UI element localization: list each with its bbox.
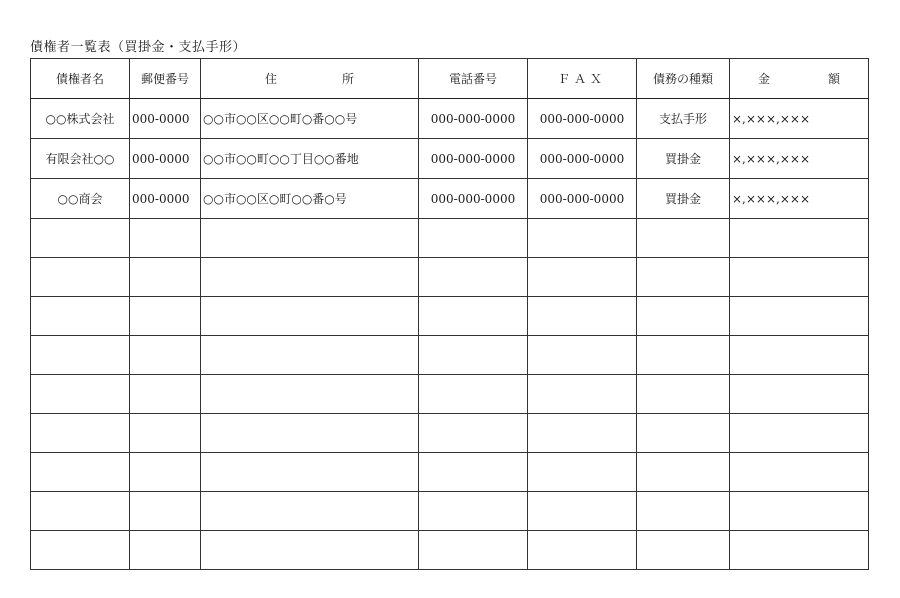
cell-phone: 000-000-0000 bbox=[419, 139, 528, 179]
empty-cell bbox=[419, 297, 528, 336]
cell-address: ○○市○○町○○丁目○○番地 bbox=[201, 139, 419, 179]
empty-cell bbox=[528, 336, 637, 375]
empty-cell bbox=[31, 492, 130, 531]
empty-cell bbox=[130, 219, 201, 258]
empty-cell bbox=[201, 297, 419, 336]
empty-cell bbox=[31, 414, 130, 453]
cell-fax: 000-000-0000 bbox=[528, 99, 637, 139]
header-debt-type: 債務の種類 bbox=[637, 59, 730, 99]
empty-cell bbox=[130, 414, 201, 453]
cell-address: ○○市○○区○町○○番○号 bbox=[201, 179, 419, 219]
empty-cell bbox=[130, 531, 201, 570]
empty-cell bbox=[201, 453, 419, 492]
empty-table-row bbox=[31, 258, 869, 297]
empty-cell bbox=[419, 414, 528, 453]
empty-cell bbox=[201, 219, 419, 258]
empty-cell bbox=[528, 258, 637, 297]
empty-cell bbox=[31, 336, 130, 375]
cell-phone: 000-000-0000 bbox=[419, 179, 528, 219]
cell-fax: 000-000-0000 bbox=[528, 179, 637, 219]
empty-cell bbox=[31, 531, 130, 570]
empty-cell bbox=[419, 219, 528, 258]
table-row bbox=[31, 179, 869, 219]
empty-cell bbox=[730, 336, 869, 375]
table-header-row bbox=[31, 59, 869, 99]
empty-table-row bbox=[31, 336, 869, 375]
empty-cell bbox=[201, 531, 419, 570]
cell-postal-code: 000-0000 bbox=[130, 99, 201, 139]
empty-cell bbox=[730, 375, 869, 414]
empty-cell bbox=[201, 414, 419, 453]
empty-cell bbox=[528, 297, 637, 336]
empty-cell bbox=[730, 297, 869, 336]
empty-cell bbox=[201, 375, 419, 414]
empty-cell bbox=[637, 531, 730, 570]
empty-cell bbox=[31, 297, 130, 336]
empty-cell bbox=[130, 336, 201, 375]
table-row bbox=[31, 99, 869, 139]
header-address-left: 住 bbox=[265, 72, 278, 86]
cell-creditor-name: 有限会社○○ bbox=[31, 139, 130, 179]
empty-table-row bbox=[31, 219, 869, 258]
cell-amount: ×,×××,××× bbox=[730, 139, 869, 179]
empty-cell bbox=[130, 375, 201, 414]
empty-cell bbox=[730, 531, 869, 570]
cell-postal-code: 000-0000 bbox=[130, 179, 201, 219]
empty-table-row bbox=[31, 375, 869, 414]
empty-cell bbox=[637, 414, 730, 453]
empty-cell bbox=[31, 258, 130, 297]
empty-cell bbox=[637, 219, 730, 258]
header-amount-right: 額 bbox=[827, 72, 840, 86]
empty-cell bbox=[130, 453, 201, 492]
table-body bbox=[31, 99, 869, 570]
empty-table-row bbox=[31, 297, 869, 336]
cell-debt-type: 買掛金 bbox=[637, 179, 730, 219]
empty-cell bbox=[201, 492, 419, 531]
empty-cell bbox=[528, 492, 637, 531]
page-title: 債権者一覧表（買掛金・支払手形） bbox=[30, 40, 247, 55]
empty-cell bbox=[637, 492, 730, 531]
empty-cell bbox=[730, 453, 869, 492]
empty-cell bbox=[637, 258, 730, 297]
cell-amount: ×,×××,××× bbox=[730, 99, 869, 139]
empty-cell bbox=[730, 414, 869, 453]
empty-cell bbox=[130, 258, 201, 297]
header-amount-left: 金 bbox=[758, 72, 771, 86]
empty-cell bbox=[130, 492, 201, 531]
empty-cell bbox=[528, 453, 637, 492]
empty-cell bbox=[419, 258, 528, 297]
creditor-table bbox=[30, 58, 869, 570]
header-postal-code: 郵便番号 bbox=[130, 59, 201, 99]
empty-cell bbox=[637, 453, 730, 492]
empty-cell bbox=[528, 531, 637, 570]
empty-cell bbox=[31, 375, 130, 414]
cell-creditor-name: ○○商会 bbox=[31, 179, 130, 219]
empty-table-row bbox=[31, 453, 869, 492]
empty-table-row bbox=[31, 414, 869, 453]
cell-address: ○○市○○区○○町○番○○号 bbox=[201, 99, 419, 139]
empty-cell bbox=[637, 297, 730, 336]
empty-cell bbox=[637, 336, 730, 375]
empty-cell bbox=[419, 531, 528, 570]
header-amount bbox=[730, 59, 869, 99]
empty-cell bbox=[201, 258, 419, 297]
empty-cell bbox=[637, 375, 730, 414]
empty-cell bbox=[730, 258, 869, 297]
empty-cell bbox=[730, 219, 869, 258]
table-row bbox=[31, 139, 869, 179]
empty-table-row bbox=[31, 492, 869, 531]
header-creditor-name: 債権者名 bbox=[31, 59, 130, 99]
cell-creditor-name: ○○株式会社 bbox=[31, 99, 130, 139]
empty-cell bbox=[419, 336, 528, 375]
empty-cell bbox=[419, 375, 528, 414]
empty-table-row bbox=[31, 531, 869, 570]
cell-phone: 000-000-0000 bbox=[419, 99, 528, 139]
cell-amount: ×,×××,××× bbox=[730, 179, 869, 219]
header-fax: ＦＡＸ bbox=[528, 59, 637, 99]
empty-cell bbox=[31, 453, 130, 492]
empty-cell bbox=[730, 492, 869, 531]
header-address bbox=[201, 59, 419, 99]
empty-cell bbox=[419, 492, 528, 531]
empty-cell bbox=[31, 219, 130, 258]
cell-debt-type: 買掛金 bbox=[637, 139, 730, 179]
cell-postal-code: 000-0000 bbox=[130, 139, 201, 179]
header-phone: 電話番号 bbox=[419, 59, 528, 99]
empty-cell bbox=[130, 297, 201, 336]
cell-fax: 000-000-0000 bbox=[528, 139, 637, 179]
cell-debt-type: 支払手形 bbox=[637, 99, 730, 139]
empty-cell bbox=[528, 414, 637, 453]
header-address-right: 所 bbox=[341, 72, 354, 86]
empty-cell bbox=[528, 375, 637, 414]
empty-cell bbox=[528, 219, 637, 258]
empty-cell bbox=[201, 336, 419, 375]
empty-cell bbox=[419, 453, 528, 492]
